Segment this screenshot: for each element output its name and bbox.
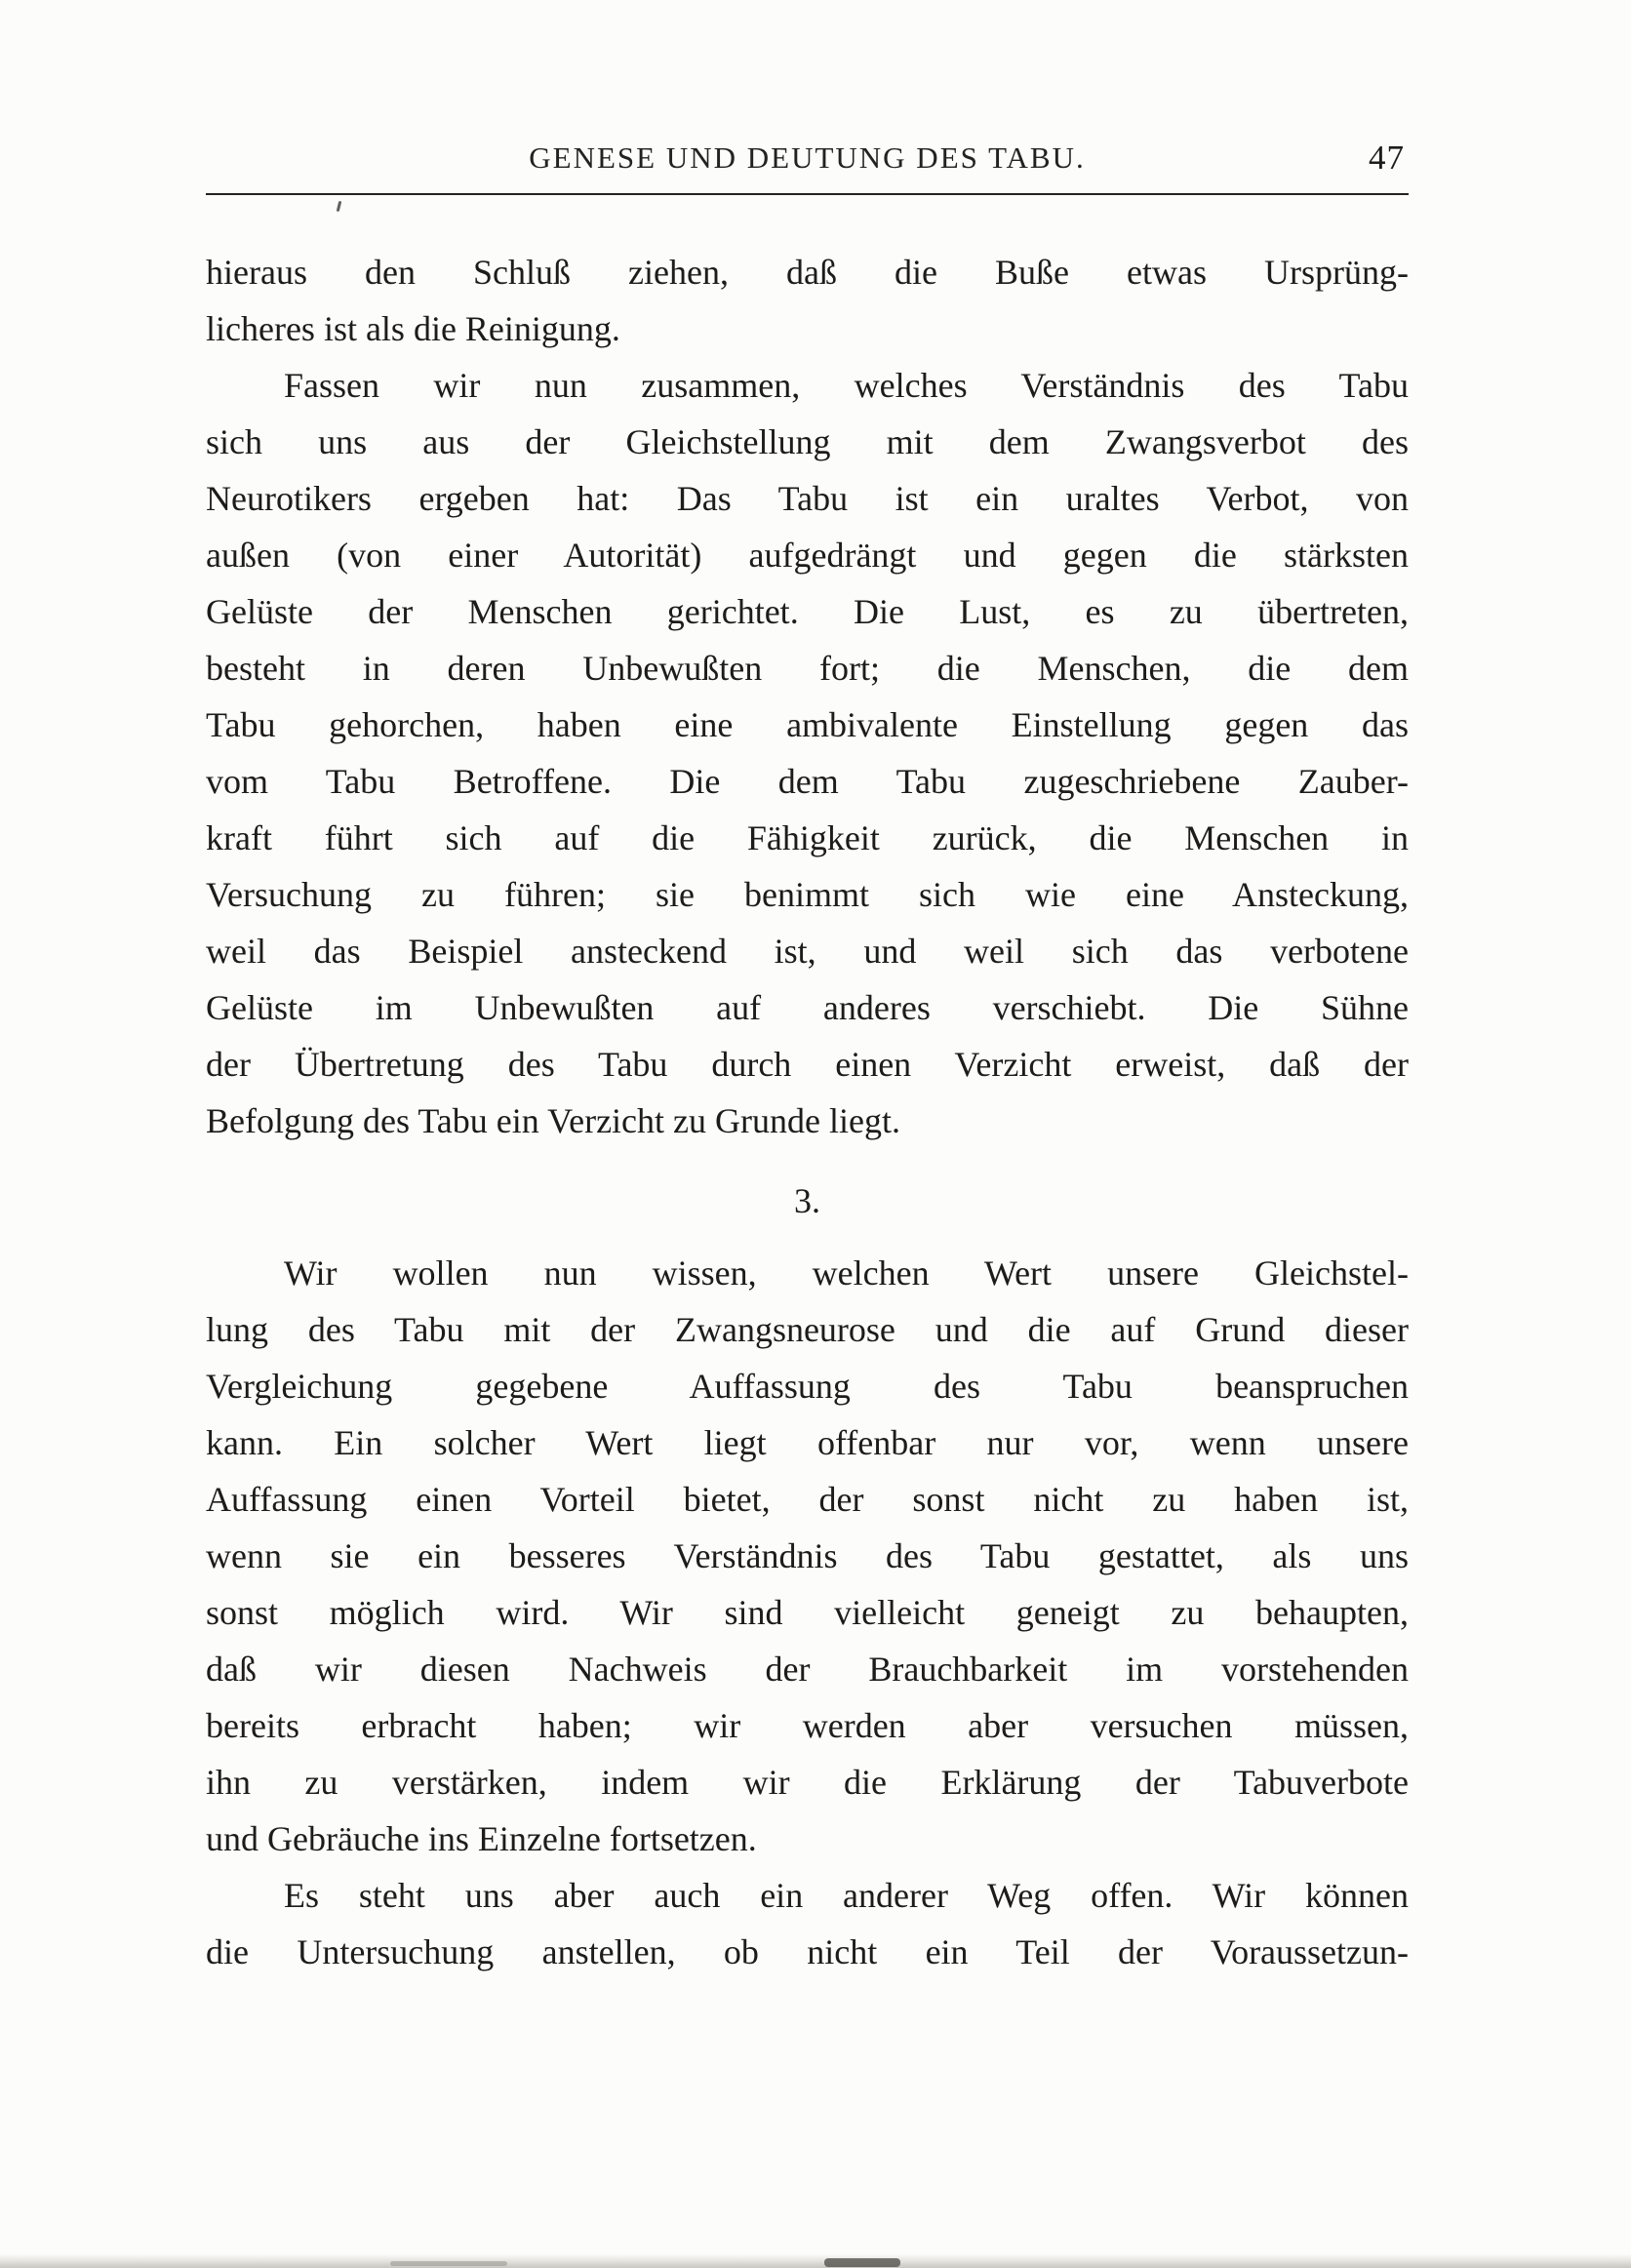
header-rule (206, 193, 1409, 195)
text-line: Tabu gehorchen, haben eine ambivalente Einstellung gegen das (206, 705, 1409, 744)
text-line: sonst möglich wird. Wir sind vielleicht geneigt zu behaupten, (206, 1593, 1409, 1632)
paragraph (206, 357, 1409, 1149)
paragraph (206, 1245, 1409, 1867)
text-line: Gelüste der Menschen gerichtet. Die Lust, es zu übertreten, (206, 592, 1409, 631)
running-title: GENESE UND DEUTUNG DES TABU. (529, 140, 1086, 175)
section-heading: 3. (794, 1181, 820, 1220)
text-line: außen (von einer Autorität) aufgedrängt und gegen die stärksten (206, 536, 1409, 575)
text-line: lung des Tabu mit der Zwangsneurose und die auf Grund dieser (206, 1310, 1409, 1349)
text-column (206, 137, 1409, 1980)
text-line: daß wir diesen Nachweis der Brauchbarkeit im vorstehenden (206, 1650, 1409, 1689)
text-line: Wir wollen nun wissen, welchen Wert unsere Gleichstel- (284, 1253, 1409, 1293)
text-line: Neurotikers ergeben hat: Das Tabu ist ein uraltes Verbot, von (206, 479, 1409, 518)
text-line: Fassen wir nun zusammen, welches Verständnis des Tabu (284, 366, 1409, 405)
text-line: hieraus den Schluß ziehen, daß die Buße etwas Ursprüng- (206, 253, 1409, 292)
scan-smudge (390, 2261, 507, 2266)
page-number: 47 (1369, 139, 1405, 177)
text-line: licheres ist als die Reinigung. (206, 309, 620, 348)
text-line: bereits erbracht haben; wir werden aber versuchen müssen, (206, 1706, 1409, 1745)
scan-mark (337, 201, 342, 212)
text-line: kann. Ein solcher Wert liegt offenbar nur vor, wenn unsere (206, 1423, 1409, 1462)
page-body (206, 244, 1409, 1980)
paragraph (206, 244, 1409, 357)
text-line: vom Tabu Betroffene. Die dem Tabu zugeschriebene Zauber- (206, 762, 1409, 801)
text-line: weil das Beispiel ansteckend ist, und weil sich das verbotene (206, 932, 1409, 971)
text-line: Befolgung des Tabu ein Verzicht zu Grunde liegt. (206, 1101, 900, 1140)
paragraph (206, 1867, 1409, 1980)
text-line: Auffassung einen Vorteil bietet, der sonst nicht zu haben ist, (206, 1480, 1409, 1519)
text-line: sich uns aus der Gleichstellung mit dem Zwangsverbot des (206, 422, 1409, 461)
text-line: wenn sie ein besseres Verständnis des Tabu gestattet, als uns (206, 1536, 1409, 1575)
text-line: und Gebräuche ins Einzelne fortsetzen. (206, 1819, 757, 1858)
scan-edge-artifact (0, 2254, 1631, 2268)
scan-smudge (824, 2258, 900, 2267)
text-line: besteht in deren Unbewußten fort; die Menschen, die dem (206, 649, 1409, 688)
text-line: der Übertretung des Tabu durch einen Verzicht erweist, daß der (206, 1045, 1409, 1084)
text-line: die Untersuchung anstellen, ob nicht ein Teil der Voraussetzun- (206, 1932, 1409, 1971)
text-line: Gelüste im Unbewußten auf anderes verschiebt. Die Sühne (206, 988, 1409, 1027)
text-line: Es steht uns aber auch ein anderer Weg offen. Wir können (284, 1876, 1409, 1915)
text-line: kraft führt sich auf die Fähigkeit zurück, die Menschen in (206, 818, 1409, 857)
text-line: ihn zu verstärken, indem wir die Erklärung der Tabuverbote (206, 1763, 1409, 1802)
page-header (206, 137, 1409, 179)
text-line: Vergleichung gegebene Auffassung des Tabu beanspruchen (206, 1367, 1409, 1406)
text-line: Versuchung zu führen; sie benimmt sich wie eine Ansteckung, (206, 875, 1409, 914)
